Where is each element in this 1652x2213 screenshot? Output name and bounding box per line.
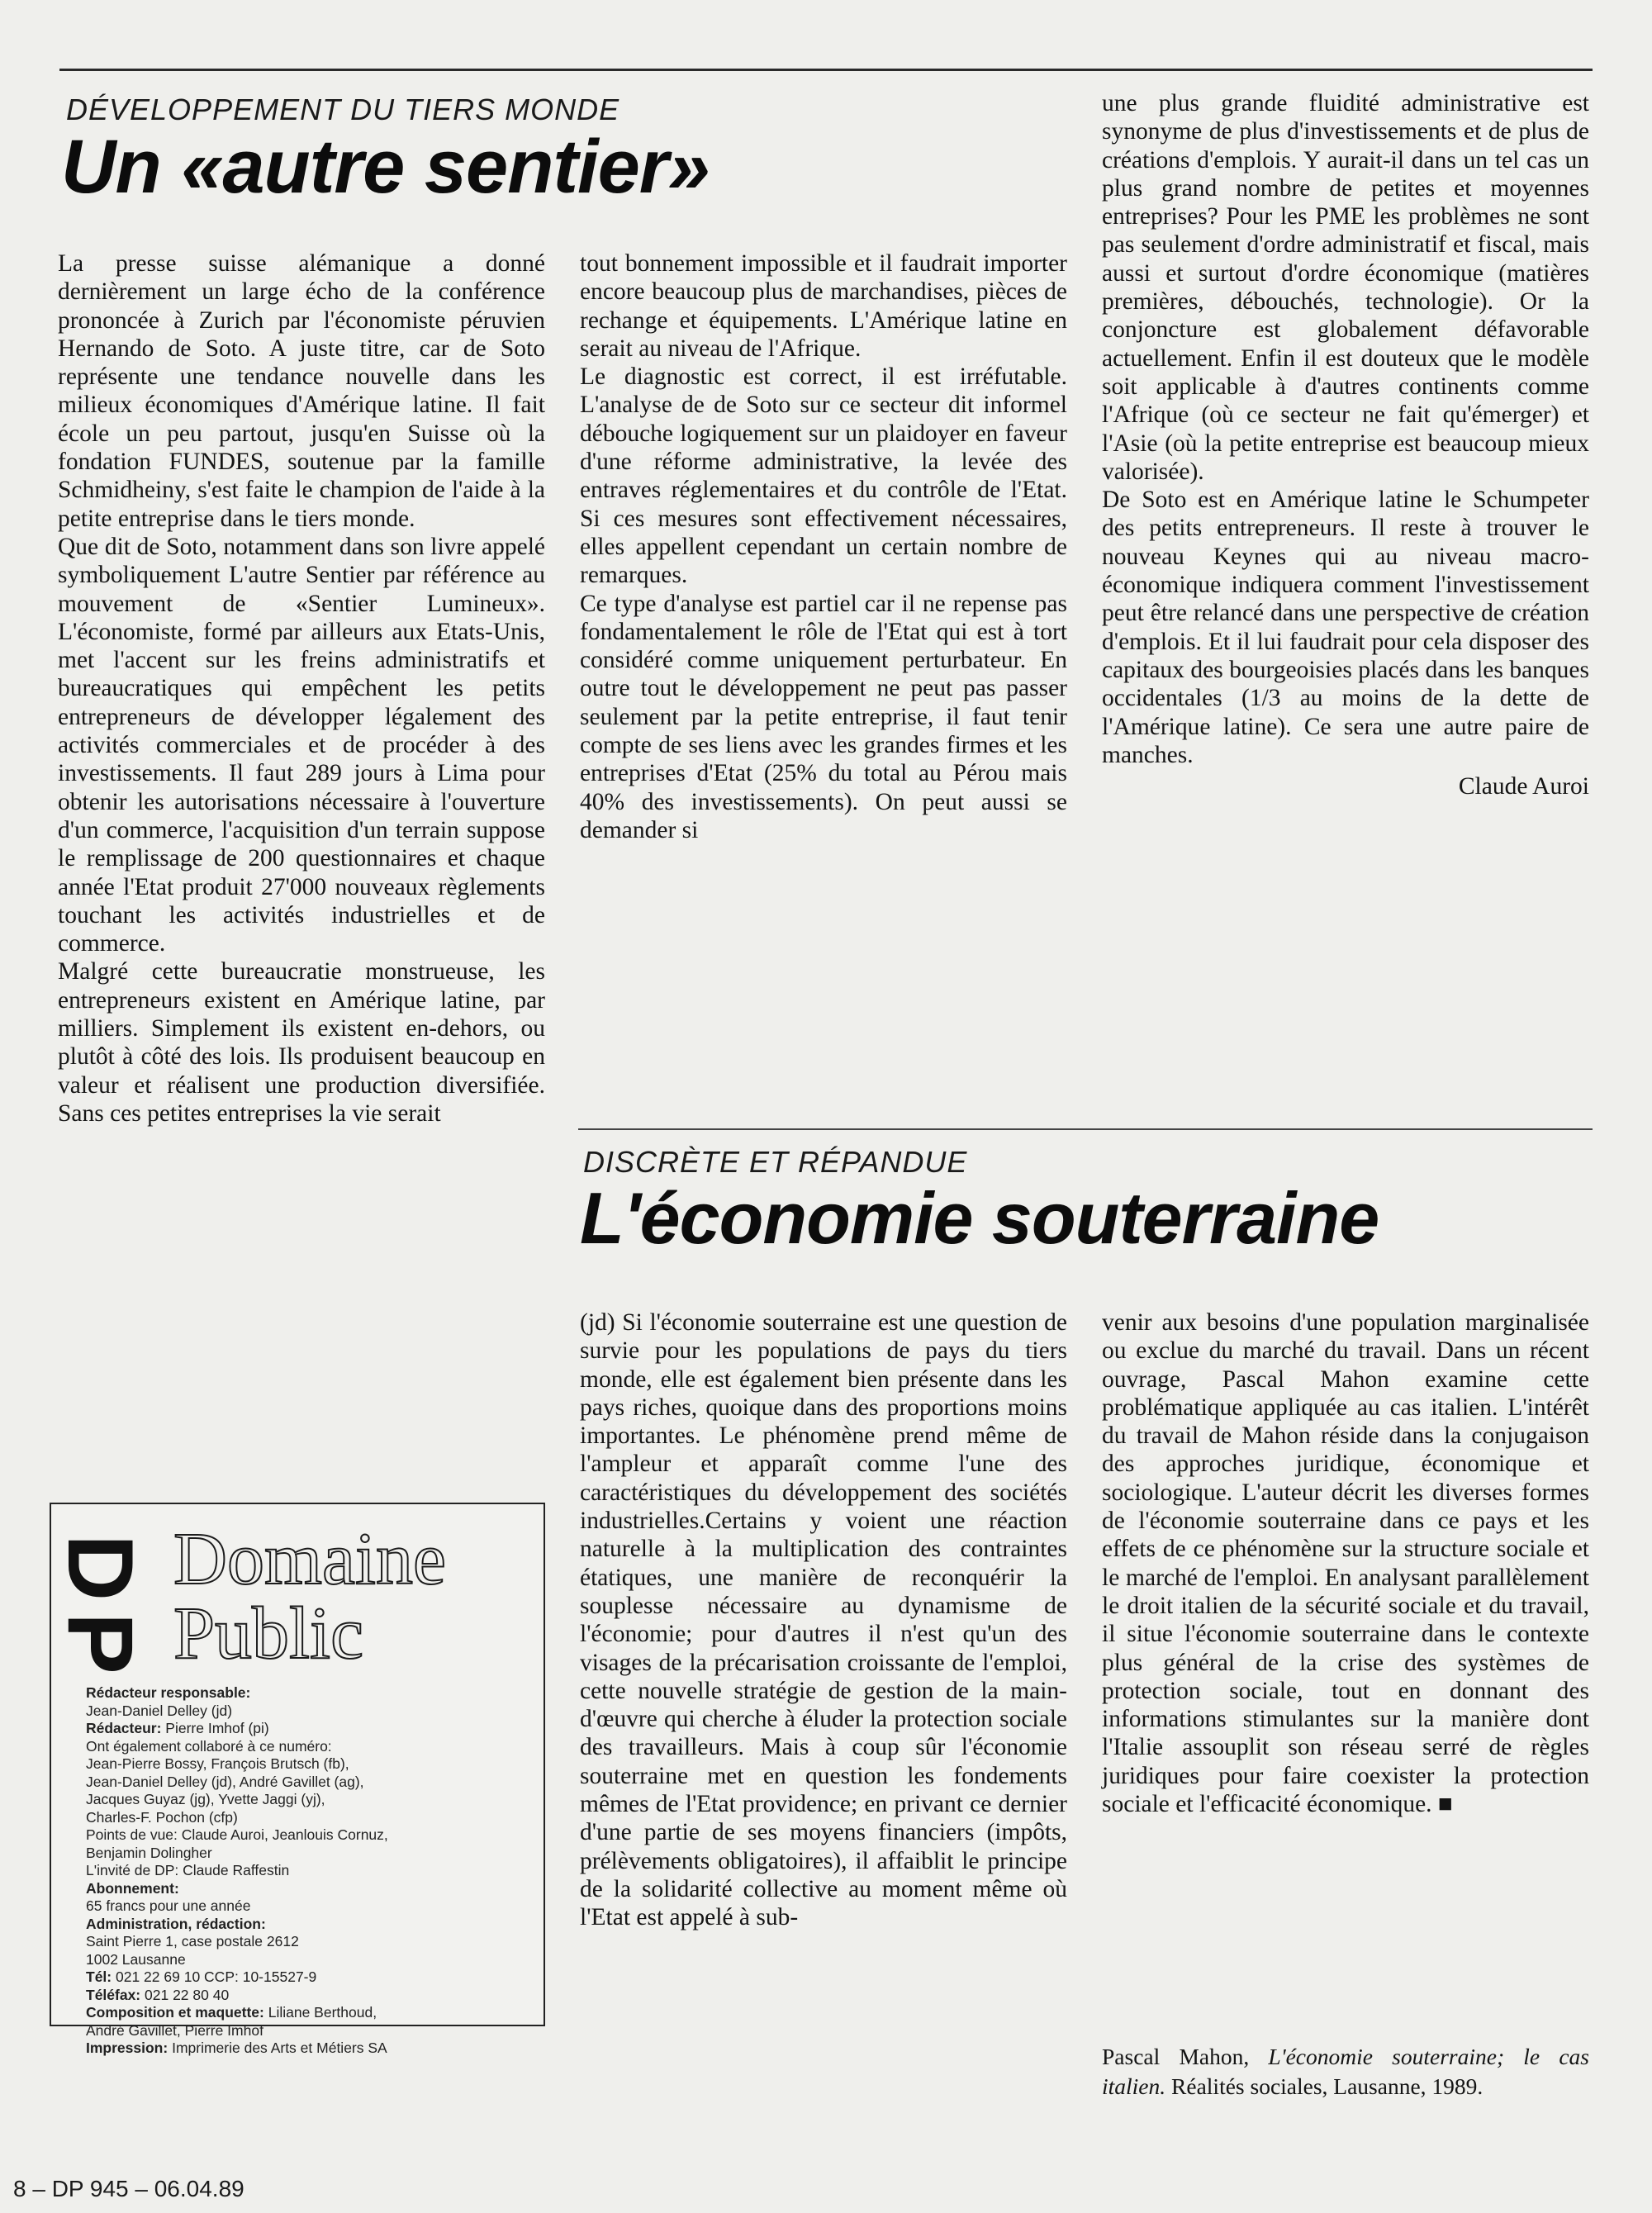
staff-line: André Gavillet, Pierre Imhof bbox=[86, 2021, 263, 2039]
reference-publisher: Réalités sociales, Lausanne, 1989. bbox=[1171, 2073, 1483, 2099]
paragraph: De Soto est en Amérique latine le Schumpeter des petits entrepreneurs. Il reste à trouver le nouveau Keynes qui au niveau macro-économique indiquera comment l'investissement peut être relancé dans une perspective de création d'emplois. Et il lui faudrait pour cela disposer des capitaux des bourgeoisies placés dans les banques occidentales (1/3 au moins de la dette de l'Amérique latine). Ce sera une autre paire de manches. bbox=[1102, 487, 1589, 768]
staff-line: Jean-Daniel Delley (jd), André Gavillet (ag), bbox=[86, 1773, 364, 1790]
dp-logo-letters: DP bbox=[49, 1534, 152, 1686]
staff-line: Saint Pierre 1, case postale 2612 bbox=[86, 1933, 299, 1949]
staff-line: Points de vue: Claude Auroi, Jeanlouis Cornuz, bbox=[86, 1826, 388, 1843]
staff-line: Abonnement: bbox=[86, 1879, 179, 1897]
masthead-name-line2: Public bbox=[173, 1593, 364, 1674]
reference-title: L'économie souterraine; le cas italien. bbox=[1102, 2044, 1589, 2099]
staff-line: Benjamin Dolingher bbox=[86, 1844, 212, 1861]
paragraph: une plus grande fluidité administrative est synonyme de plus d'investissements et de plus de créations d'emplois. Y aurait-il dans un tel cas un plus grand nombre de petites et moyennes entreprises? Pour les PME les problèmes ne sont pas seulement d'ordre administratif et fiscal, mais aussi et surtout d'ordre économique (matières premières, débouchés, technologie). Or la conjoncture est globalement défavorable actuellement. Enfin il est douteux que le modèle soit applicable à d'autres continents comme l'Afrique (où ce secteur ne fait qu'émerger) et l'Asie (où la petite entreprise est beaucoup mieux valorisée). bbox=[1102, 90, 1589, 485]
paragraph: Ce type d'analyse est partiel car il ne repense pas fondamentalement le rôle de l'Etat qui est à tort considéré comme uniquement perturbateur. En outre tout le développement ne peut pas passer seulement par la petite entreprise, il faut tenir compte de ses liens avec les grandes firmes et les entreprises d'Etat (25% du total au Pérou mais 40% des investissements). On peut aussi se demander si bbox=[580, 590, 1067, 843]
article1-column-3 bbox=[1102, 89, 1589, 800]
paragraph: tout bonnement impossible et il faudrait importer encore beaucoup plus de marchandises, pièces de rechange et équipements. L'Amérique latine en serait au niveau de l'Afrique. bbox=[580, 250, 1067, 362]
staff-line: Charles-F. Pochon (cfp) bbox=[86, 1808, 238, 1826]
article1-kicker: DÉVELOPPEMENT DU TIERS MONDE bbox=[66, 93, 620, 126]
staff-line: Administration, rédaction: bbox=[86, 1915, 266, 1932]
paragraph: Le diagnostic est correct, il est irréfutable. L'analyse de de Soto sur ce secteur dit informel débouche logiquement sur un plaidoyer en faveur d'une réforme administrative, la levée des entraves réglementaires et du contrôle de l'Etat. Si ces mesures sont effectivement nécessaires, elles appellent cependant un certain nombre de remarques. bbox=[580, 363, 1067, 589]
staff-line: Rédacteur responsable: bbox=[86, 1684, 251, 1701]
paragraph: venir aux besoins d'une population marginalisée ou exclue du marché du travail. Dans un récent ouvrage, Pascal Mahon examine cette problématique appliquée au cas italien. L'intérêt du travail de Mahon réside dans la conjugaison des approches juridique, économique et sociologique. L'auteur décrit les diverses formes de l'économie souterraine dans ce pays et les effets de ce phénomène sur la structure sociale et le marché de l'emploi. En analysant parallèlement le droit italien de la sécurité sociale et du travail, il situe l'économie souterraine dans le contexte plus général de la crise des systèmes de protection sociale, tout en donnant des informations stimulantes sur la manière dont l'Italie assouplit son réseau serré de règles juridiques pour faire coexister la protection sociale et l'efficacité économique. ■ bbox=[1102, 1309, 1589, 1818]
paragraph: (jd) Si l'économie souterraine est une question de survie pour les populations de pays du tiers monde, elle est également bien présente dans les pays riches, quoique dans des proportions moins importantes. Le phénomène prend même de l'ampleur et apparaît comme l'une des caractéristiques du développement des sociétés industrielles.Certains y voient une réaction naturelle à la multiplication des contraintes étatiques, une manière de reconquérir la souplesse nécessaire au dynamisme de l'économie; pour d'autres il n'est qu'un des visages de la précarisation croissante de l'emploi, cette nouvelle stratégie de gestion de la main-d'œuvre qui cherche à éluder la protection sociale des travailleurs. Mais à coup sûr l'économie souterraine met en question les fondements mêmes de l'Etat providence; en privant ce dernier d'une partie de ses moyens financiers (impôts, prélèvements obligatoires), il affaiblit le principe de la solidarité collective au moment même où l'Etat est appelé à sub- bbox=[580, 1309, 1067, 1931]
section-divider bbox=[578, 1128, 1593, 1130]
dp-logo bbox=[49, 1527, 152, 1693]
paragraph: La presse suisse alémanique a donné dernièrement un large écho de la conférence prononcée à Zurich par l'économiste péruvien Hernando de Soto. A juste titre, car de Soto représente une tendance nouvelle dans les milieux économiques d'Amérique latine. Il fait école un peu partout, jusqu'en Suisse où la fondation FUNDES, soutenue par la famille Schmidheiny, s'est faite le champion de l'aide à la petite entreprise dans le tiers monde. bbox=[58, 250, 545, 532]
article2-column-1 bbox=[580, 1308, 1067, 1932]
article1-title: Un «autre sentier» bbox=[61, 125, 710, 209]
staff-line: Composition et maquette: Liliane Berthoud, bbox=[86, 2004, 377, 2021]
staff-line: Rédacteur: Pierre Imhof (pi) bbox=[86, 1720, 269, 1736]
staff-list bbox=[86, 1684, 532, 2058]
article2-title: L'économie souterraine bbox=[580, 1177, 1379, 1259]
masthead-box bbox=[49, 1503, 545, 2056]
paragraph: Que dit de Soto, notamment dans son livre appelé symboliquement L'autre Sentier par référence au mouvement de «Sentier Lumineux». L'économiste, formé par ailleurs aux Etats-Unis, met l'accent sur les freins administratifs et bureaucratiques qui empêchent les petits entrepreneurs de développer légalement des activités commerciales et de procéder à des investissements. Il faut 289 jours à Lima pour obtenir les autorisations nécessaire à l'ouverture d'un commerce, l'acquisition d'un terrain suppose le remplissage de 200 questionnaires et chaque année l'Etat produit 27'000 nouveaux règlements touchant les activités industrielles et de commerce. bbox=[58, 533, 545, 957]
article1-column-2 bbox=[580, 249, 1067, 844]
staff-line: 1002 Lausanne bbox=[86, 1950, 186, 1968]
staff-line: Tél: 021 22 69 10 CCP: 10-15527-9 bbox=[86, 1968, 317, 1985]
staff-line: Jacques Guyaz (jg), Yvette Jaggi (yj), bbox=[86, 1791, 325, 1807]
page-folio: 8 – DP 945 – 06.04.89 bbox=[13, 2176, 244, 2201]
masthead-name-line1: Domaine bbox=[173, 1518, 446, 1600]
book-reference bbox=[1102, 2042, 1589, 2101]
staff-line: L'invité de DP: Claude Raffestin bbox=[86, 1862, 290, 1878]
paragraph: Malgré cette bureaucratie monstrueuse, les entrepreneurs existent en Amérique latine, par milliers. Simplement ils existent en-dehors, ou plutôt à côté des lois. Ils produisent beaucoup en valeur et réalisent une production diversifiée. Sans ces petites entreprises la vie serait bbox=[58, 958, 545, 1127]
staff-line: Jean-Pierre Bossy, François Brutsch (fb), bbox=[86, 1755, 349, 1772]
staff-line: Impression: Imprimerie des Arts et Métiers SA bbox=[86, 2040, 387, 2056]
staff-line: 65 francs pour une année bbox=[86, 1897, 251, 1914]
author-signature: Claude Auroi bbox=[1458, 773, 1589, 800]
reference-author: Pascal Mahon, bbox=[1102, 2044, 1250, 2069]
staff-line: Téléfax: 021 22 80 40 bbox=[86, 1986, 230, 2003]
staff-line: Ont également collaboré à ce numéro: bbox=[86, 1737, 332, 1755]
article1-column-1 bbox=[58, 249, 545, 1128]
article2-kicker: DISCRÈTE ET RÉPANDUE bbox=[583, 1145, 968, 1179]
top-rule bbox=[59, 69, 1593, 71]
article2-column-2 bbox=[1102, 1308, 1589, 1818]
staff-line: Jean-Daniel Delley (jd) bbox=[86, 1702, 233, 1719]
